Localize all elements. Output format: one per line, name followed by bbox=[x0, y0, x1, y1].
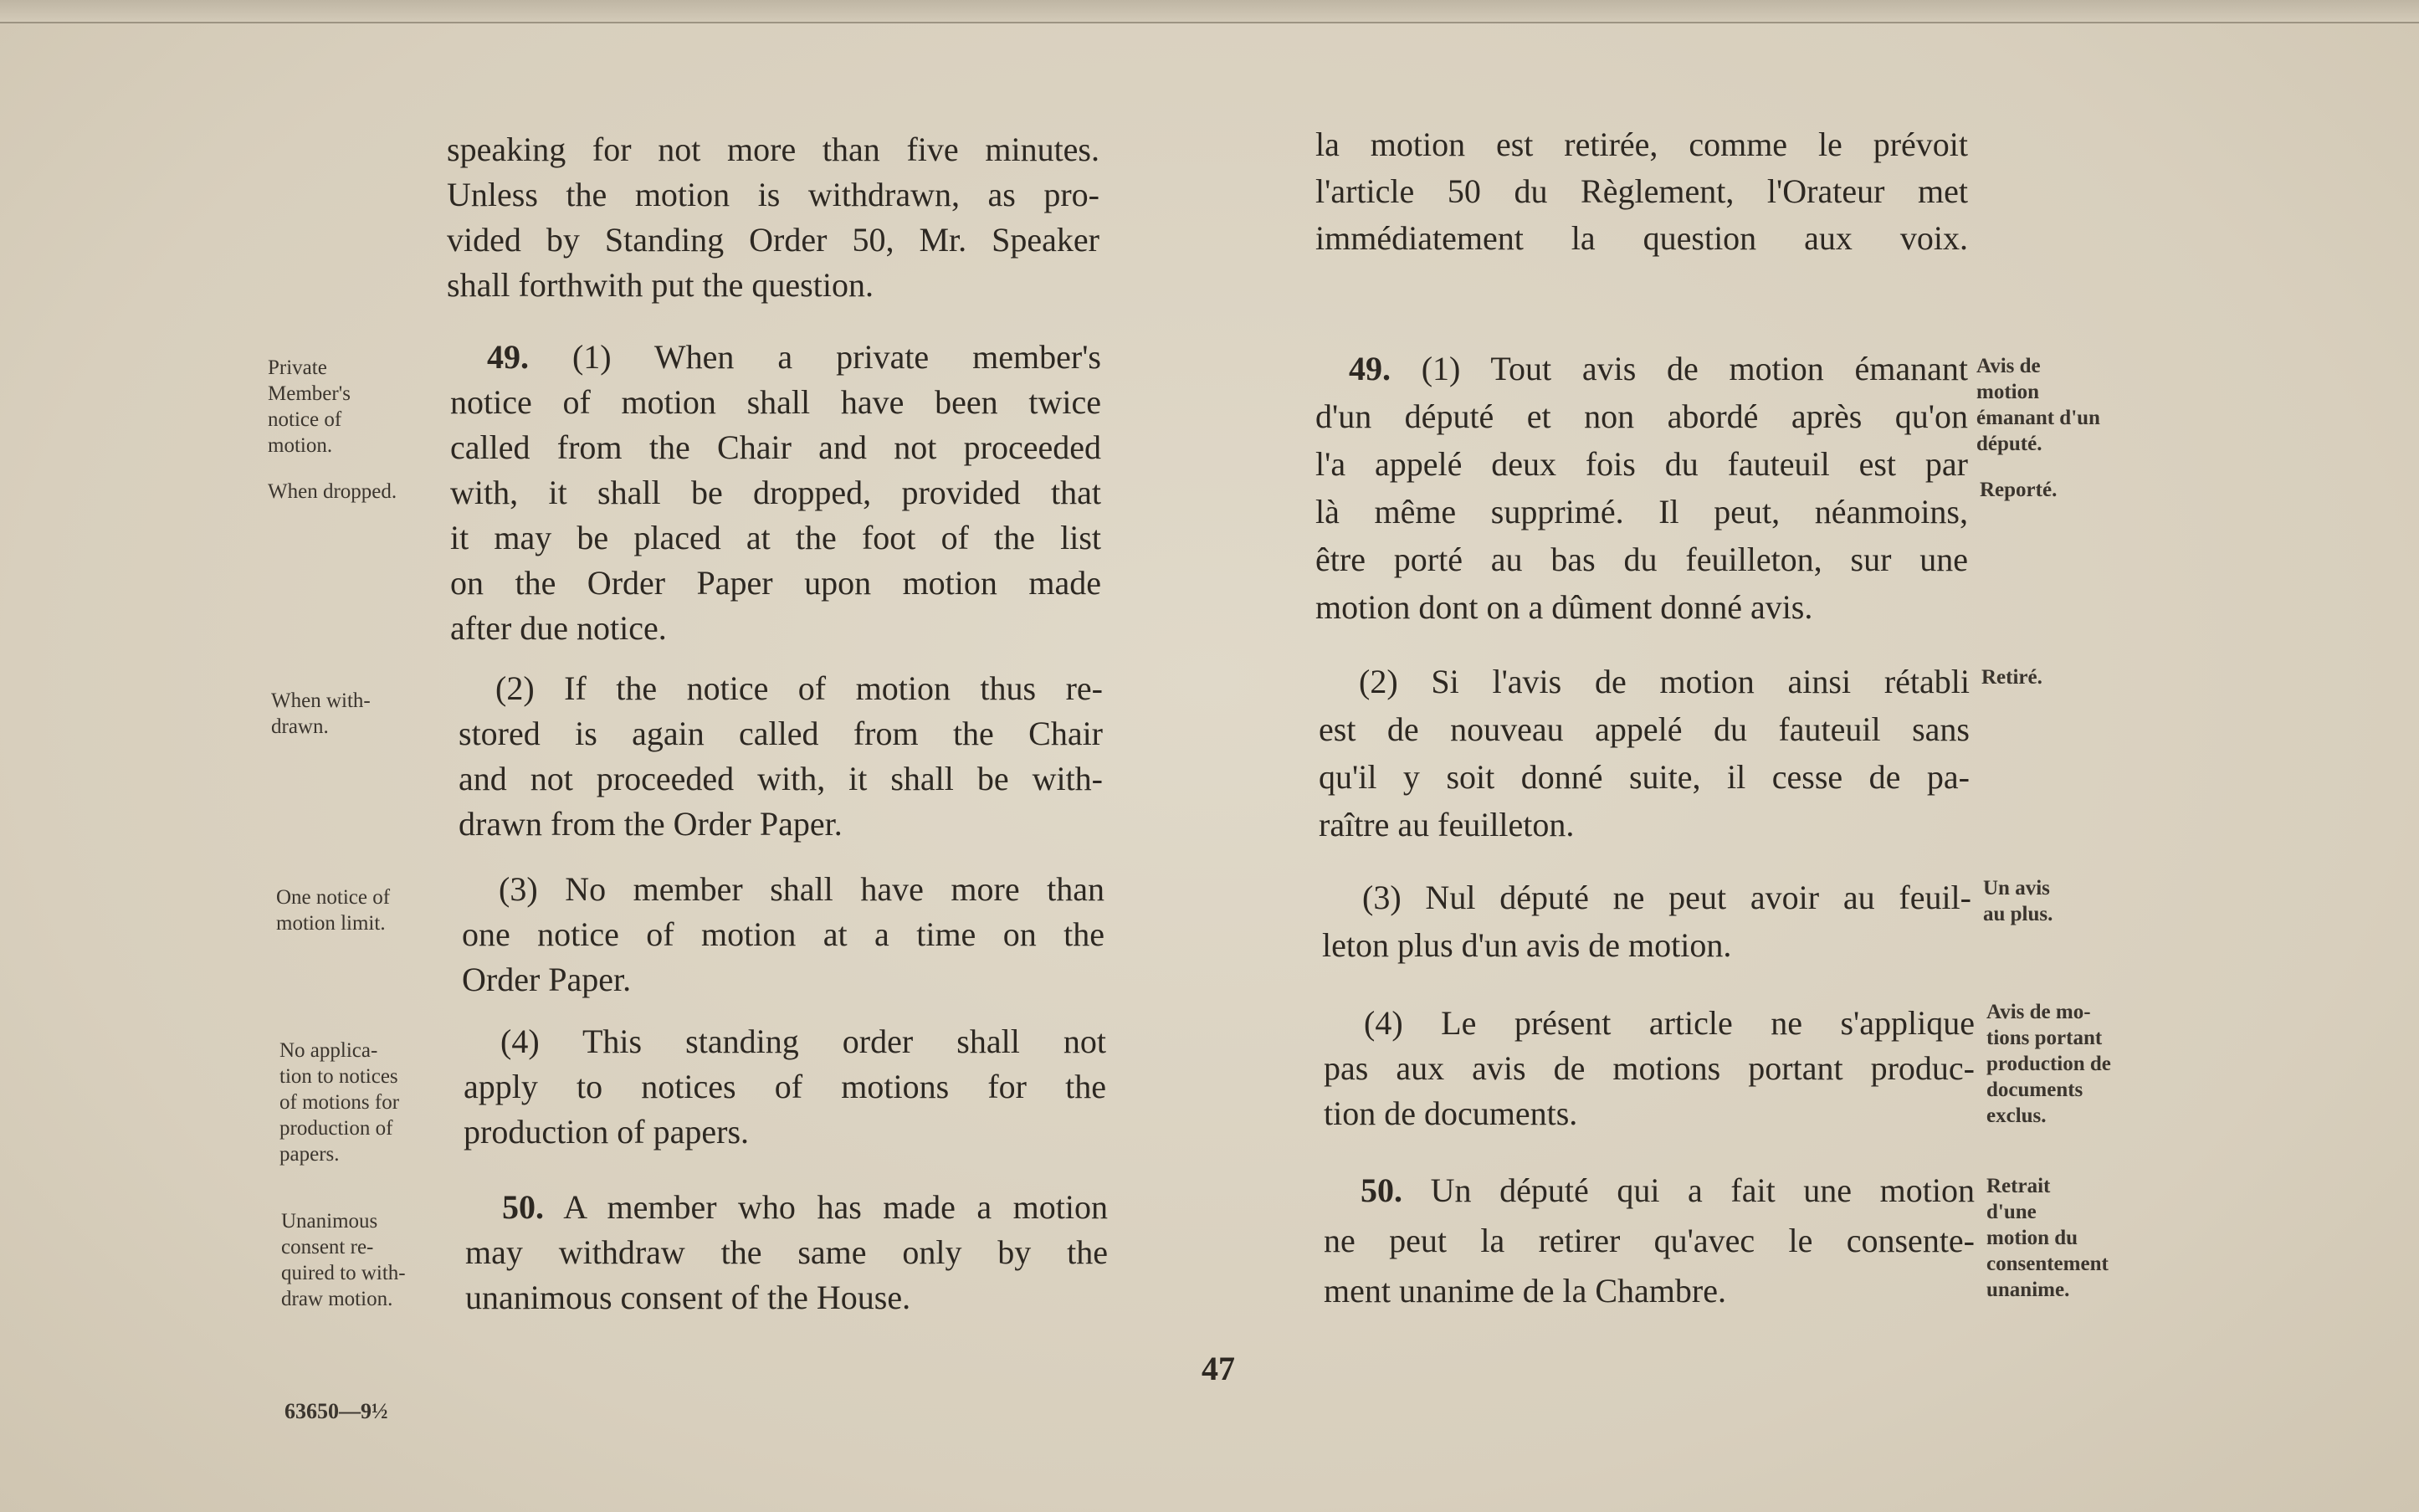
fr-margin-note bbox=[1983, 875, 2053, 927]
text-line: and not proceeded with, it shall be with- bbox=[459, 760, 1103, 797]
note-line: Avis de bbox=[1976, 355, 2041, 377]
note-line: motion limit. bbox=[276, 912, 386, 935]
text-line: 50. A member who has made a motion bbox=[502, 1188, 1108, 1226]
fr-margin-note bbox=[1981, 664, 2042, 690]
note-line: unanime. bbox=[1986, 1279, 2070, 1301]
note-line: au plus. bbox=[1983, 903, 2053, 925]
note-line: When with- bbox=[271, 689, 371, 712]
note-line: No applica- bbox=[279, 1039, 378, 1062]
note-line: of motions for bbox=[279, 1091, 400, 1114]
text-line: may withdraw the same only by the bbox=[465, 1233, 1108, 1271]
note-line: motion. bbox=[268, 434, 333, 457]
section-number: 49. bbox=[487, 338, 529, 376]
text-line: motion dont on a dûment donné avis. bbox=[1315, 588, 1813, 626]
note-line: drawn. bbox=[271, 715, 329, 738]
text-line: apply to notices of motions for the bbox=[464, 1068, 1106, 1105]
text-line: shall forthwith put the question. bbox=[447, 266, 874, 304]
note-line: quired to with- bbox=[281, 1262, 406, 1284]
text-line: est de nouveau appelé du fauteuil sans bbox=[1319, 710, 1970, 748]
note-line: One notice of bbox=[276, 886, 391, 909]
text-line: it may be placed at the foot of the list bbox=[450, 519, 1101, 556]
fr-margin-note bbox=[1986, 1173, 2109, 1303]
note-line: Retrait bbox=[1986, 1175, 2051, 1197]
text-line: ne peut la retirer qu'avec le consente- bbox=[1324, 1222, 1975, 1259]
text-line: raître au feuilleton. bbox=[1319, 806, 1575, 843]
note-line: Private bbox=[268, 356, 327, 379]
text-line: l'article 50 du Règlement, l'Orateur met bbox=[1315, 172, 1968, 210]
text-line: unanimous consent of the House. bbox=[465, 1279, 911, 1316]
page-number: 47 bbox=[1202, 1350, 1235, 1387]
text-line: être porté au bas du feuilleton, sur une bbox=[1315, 541, 1968, 578]
section-number: 50. bbox=[502, 1188, 544, 1226]
note-line: production of bbox=[279, 1117, 393, 1140]
text-line: one notice of motion at a time on the bbox=[462, 915, 1104, 953]
text-line: stored is again called from the Chair bbox=[459, 715, 1103, 752]
en-margin-note bbox=[268, 479, 397, 505]
text-line: Unless the motion is withdrawn, as pro- bbox=[447, 176, 1099, 213]
note-line: Reporté. bbox=[1980, 479, 2058, 501]
text-line: notice of motion shall have been twice bbox=[450, 383, 1101, 421]
text-line: (4) This standing order shall not bbox=[500, 1023, 1106, 1060]
text-line: la motion est retirée, comme le prévoit bbox=[1315, 126, 1968, 163]
text-line: 49. (1) When a private member's bbox=[487, 338, 1101, 376]
note-line: Un avis bbox=[1983, 877, 2050, 900]
note-line: Member's bbox=[268, 382, 351, 405]
text-line: pas aux avis de motions portant produc- bbox=[1324, 1049, 1975, 1087]
note-line: tion to notices bbox=[279, 1065, 398, 1088]
text-line: ment unanime de la Chambre. bbox=[1324, 1272, 1726, 1310]
text-line: Order Paper. bbox=[462, 961, 632, 998]
text-line: after due notice. bbox=[450, 609, 667, 647]
text-line: called from the Chair and not proceeded bbox=[450, 428, 1101, 466]
note-line: notice of bbox=[268, 408, 342, 431]
text-line: vided by Standing Order 50, Mr. Speaker bbox=[447, 221, 1099, 259]
text-line: (2) If the notice of motion thus re- bbox=[495, 669, 1103, 707]
text-line: qu'il y soit donné suite, il cesse de pa- bbox=[1319, 758, 1970, 796]
note-line: motion bbox=[1976, 381, 2039, 403]
note-line: tions portant bbox=[1986, 1027, 2103, 1049]
note-line: papers. bbox=[279, 1143, 340, 1166]
note-line: émanant d'un bbox=[1976, 407, 2100, 429]
text-line: 50. Un député qui a fait une motion bbox=[1361, 1171, 1975, 1209]
text-line: immédiatement la question aux voix. bbox=[1315, 219, 1968, 257]
section-number: 49. bbox=[1349, 350, 1391, 387]
en-margin-note bbox=[281, 1208, 406, 1312]
fr-margin-note bbox=[1976, 353, 2100, 457]
en-margin-note bbox=[279, 1038, 399, 1167]
text-line: (3) No member shall have more than bbox=[499, 870, 1104, 908]
page-top-edge bbox=[0, 0, 2419, 23]
text-line: (4) Le présent article ne s'applique bbox=[1364, 1004, 1975, 1042]
note-line: d'une bbox=[1986, 1201, 2037, 1223]
note-line: When dropped. bbox=[268, 480, 397, 503]
print-code: 63650—9½ bbox=[284, 1399, 388, 1423]
section-number: 50. bbox=[1361, 1171, 1402, 1209]
text-line: (2) Si l'avis de motion ainsi rétabli bbox=[1359, 663, 1970, 700]
note-line: Avis de mo- bbox=[1986, 1001, 2091, 1023]
text-line: with, it shall be dropped, provided that bbox=[450, 474, 1101, 511]
en-margin-note bbox=[268, 355, 351, 459]
text-line: 49. (1) Tout avis de motion émanant bbox=[1349, 350, 1968, 387]
note-line: production de bbox=[1986, 1053, 2111, 1075]
text-line: on the Order Paper upon motion made bbox=[450, 564, 1101, 602]
fr-margin-note bbox=[1980, 477, 2057, 503]
text-line: speaking for not more than five minutes. bbox=[447, 131, 1099, 168]
text-line: tion de documents. bbox=[1324, 1094, 1578, 1132]
fr-margin-note bbox=[1986, 999, 2111, 1129]
note-line: Retiré. bbox=[1981, 666, 2042, 689]
en-margin-note bbox=[271, 688, 371, 740]
en-margin-note bbox=[276, 884, 390, 936]
note-line: motion du bbox=[1986, 1227, 2078, 1249]
text-line: drawn from the Order Paper. bbox=[459, 805, 843, 843]
note-line: consent re- bbox=[281, 1236, 374, 1258]
note-line: exclus. bbox=[1986, 1105, 2047, 1127]
text-line: leton plus d'un avis de motion. bbox=[1322, 926, 1732, 964]
note-line: draw motion. bbox=[281, 1288, 393, 1310]
text-line: là même supprimé. Il peut, néanmoins, bbox=[1315, 493, 1968, 530]
note-line: Unanimous bbox=[281, 1210, 378, 1233]
text-line: production of papers. bbox=[464, 1113, 750, 1151]
text-line: d'un député et non abordé après qu'on bbox=[1315, 397, 1968, 435]
note-line: consentement bbox=[1986, 1253, 2109, 1275]
note-line: député. bbox=[1976, 433, 2042, 455]
text-line: (3) Nul député ne peut avoir au feuil- bbox=[1362, 879, 1971, 916]
text-line: l'a appelé deux fois du fauteuil est par bbox=[1315, 445, 1968, 483]
note-line: documents bbox=[1986, 1079, 2083, 1101]
